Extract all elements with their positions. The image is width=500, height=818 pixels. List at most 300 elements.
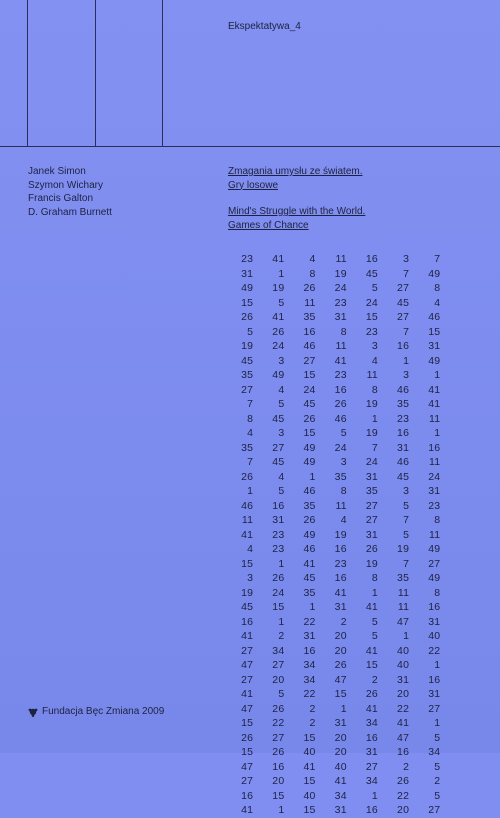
number-cell: 24 — [272, 340, 285, 352]
number-cell: 1 — [371, 789, 378, 802]
number-cell: 27 — [428, 804, 441, 816]
number-cell: 27 — [303, 354, 316, 367]
number-cell: 15 — [303, 427, 316, 439]
number-row — [222, 716, 440, 731]
number-row — [222, 542, 440, 557]
number-cell: 20 — [334, 746, 347, 758]
number-cell: 5 — [434, 731, 441, 744]
number-cell: 31 — [397, 441, 410, 454]
number-cell: 3 — [340, 456, 347, 468]
number-cell: 46 — [397, 383, 410, 396]
number-cell: 16 — [241, 789, 254, 802]
number-cell: 24 — [303, 383, 316, 396]
number-cell: 35 — [397, 572, 410, 584]
number-cell: 1 — [278, 804, 285, 816]
title-english-line: Games of Chance — [228, 219, 309, 231]
number-cell: 35 — [241, 441, 254, 454]
number-cell: 20 — [334, 644, 347, 657]
number-cell: 8 — [434, 282, 441, 294]
number-cell: 41 — [334, 354, 347, 367]
number-cell: 4 — [434, 296, 441, 309]
number-cell: 11 — [429, 456, 441, 468]
number-cell: 46 — [303, 485, 316, 497]
number-cell: 5 — [278, 485, 285, 497]
number-cell: 31 — [272, 514, 285, 526]
number-cell: 41 — [428, 383, 441, 396]
number-cell: 4 — [247, 427, 254, 439]
number-row — [222, 397, 440, 412]
number-cell: 45 — [272, 456, 285, 468]
number-cell: 16 — [334, 383, 347, 396]
number-cell: 47 — [241, 659, 254, 671]
number-cell: 41 — [272, 253, 285, 265]
number-cell: 15 — [241, 557, 254, 570]
number-cell: 7 — [247, 398, 254, 410]
number-cell: 35 — [241, 369, 254, 381]
publisher-line — [28, 706, 164, 717]
number-row — [222, 325, 440, 340]
number-cell: 31 — [397, 673, 410, 686]
number-cell: 31 — [365, 528, 378, 541]
number-row — [222, 557, 440, 572]
number-row — [222, 658, 440, 673]
number-cell: 26 — [272, 746, 285, 758]
number-cell: 23 — [365, 325, 378, 338]
number-cell: 15 — [365, 311, 378, 323]
number-cell: 47 — [397, 731, 410, 744]
number-cell: 1 — [371, 412, 378, 425]
number-row — [222, 383, 440, 398]
number-cell: 2 — [278, 630, 285, 642]
number-cell: 8 — [247, 412, 254, 425]
number-row — [222, 528, 440, 543]
number-cell: 26 — [241, 311, 254, 323]
number-cell: 31 — [334, 717, 347, 729]
number-cell: 31 — [334, 601, 347, 613]
number-cell: 15 — [303, 775, 316, 787]
number-cell: 19 — [241, 586, 254, 599]
number-row — [222, 470, 440, 485]
number-cell: 5 — [371, 615, 378, 628]
number-cell: 40 — [303, 789, 316, 802]
number-cell: 7 — [403, 325, 410, 338]
number-cell: 40 — [303, 746, 316, 758]
number-cell: 45 — [241, 354, 254, 367]
number-cell: 20 — [397, 804, 410, 816]
number-cell: 20 — [334, 731, 347, 744]
number-cell: 16 — [365, 253, 378, 265]
number-row — [222, 426, 440, 441]
number-cell: 22 — [303, 688, 316, 700]
number-cell: 19 — [272, 282, 285, 294]
number-cell: 49 — [303, 441, 316, 454]
number-cell: 49 — [428, 572, 441, 584]
number-cell: 19 — [365, 557, 378, 570]
number-cell: 22 — [397, 789, 410, 802]
number-cell: 31 — [428, 615, 441, 628]
number-row — [222, 499, 440, 514]
number-cell: 41 — [365, 644, 378, 657]
number-cell: 16 — [397, 746, 410, 758]
number-cell: 7 — [403, 514, 410, 526]
number-cell: 1 — [278, 615, 285, 628]
number-cell: 20 — [272, 775, 285, 787]
number-cell: 24 — [365, 456, 378, 468]
number-cell: 16 — [241, 615, 254, 628]
number-cell: 5 — [434, 760, 441, 773]
number-cell: 27 — [241, 644, 254, 657]
number-cell: 1 — [434, 659, 441, 671]
number-cell: 22 — [303, 615, 316, 628]
number-cell: 31 — [428, 340, 441, 352]
number-row — [222, 731, 440, 746]
number-row — [222, 673, 440, 688]
number-cell: 34 — [365, 775, 378, 787]
number-cell: 27 — [272, 731, 285, 744]
series-label: Ekspektatywa_4 — [228, 21, 301, 32]
number-cell: 27 — [365, 499, 378, 512]
number-cell: 35 — [303, 586, 316, 599]
number-cell: 5 — [278, 398, 285, 410]
number-cell: 8 — [434, 514, 441, 526]
publisher-text: Fundacja Bęc Zmiana 2009 — [42, 706, 165, 717]
number-cell: 41 — [334, 586, 347, 599]
number-cell: 11 — [397, 586, 410, 599]
number-cell: 40 — [334, 760, 347, 773]
number-cell: 11 — [366, 369, 378, 381]
number-cell: 26 — [303, 514, 316, 526]
number-cell: 31 — [334, 311, 347, 323]
number-cell: 7 — [434, 253, 441, 265]
number-cell: 19 — [334, 528, 347, 541]
number-cell: 4 — [309, 253, 316, 265]
number-cell: 45 — [303, 572, 316, 584]
number-cell: 34 — [303, 659, 316, 671]
number-cell: 45 — [303, 398, 316, 410]
number-cell: 41 — [241, 528, 254, 541]
number-cell: 11 — [397, 601, 410, 613]
number-cell: 15 — [303, 804, 316, 816]
number-row — [222, 803, 440, 818]
number-cell: 41 — [428, 398, 441, 410]
author-name: D. Graham Burnett — [28, 206, 112, 218]
number-cell: 23 — [397, 412, 410, 425]
number-cell: 1 — [278, 557, 285, 570]
number-row — [222, 644, 440, 659]
number-cell: 19 — [241, 340, 254, 352]
number-row — [222, 789, 440, 804]
number-cell: 11 — [335, 499, 347, 512]
divider-line — [162, 0, 163, 147]
number-cell: 35 — [397, 398, 410, 410]
number-cell: 1 — [403, 354, 410, 367]
number-cell: 7 — [247, 456, 254, 468]
number-cell: 16 — [272, 760, 285, 773]
number-cell: 5 — [434, 789, 441, 802]
number-cell: 16 — [428, 673, 441, 686]
number-cell: 11 — [335, 340, 347, 352]
number-cell: 3 — [278, 354, 285, 367]
number-cell: 23 — [272, 543, 285, 555]
number-cell: 46 — [241, 499, 254, 512]
divider-line — [27, 0, 28, 147]
number-row — [222, 281, 440, 296]
author-name: Janek Simon — [28, 166, 86, 177]
number-cell: 41 — [241, 630, 254, 642]
number-cell: 31 — [365, 746, 378, 758]
number-cell: 26 — [303, 412, 316, 425]
number-cell: 27 — [428, 702, 441, 715]
number-cell: 2 — [403, 760, 410, 773]
number-cell: 19 — [334, 267, 347, 280]
author-name: Szymon Wichary — [28, 179, 104, 191]
number-cell: 45 — [272, 412, 285, 425]
number-cell: 5 — [278, 296, 285, 309]
number-row — [222, 702, 440, 717]
number-cell: 1 — [434, 369, 441, 381]
number-cell: 22 — [428, 644, 441, 657]
number-cell: 4 — [247, 543, 254, 555]
number-cell: 31 — [334, 804, 347, 816]
number-row — [222, 484, 440, 499]
number-cell: 23 — [272, 528, 285, 541]
number-cell: 20 — [272, 673, 285, 686]
number-cell: 20 — [334, 630, 347, 642]
number-cell: 5 — [403, 499, 410, 512]
number-cell: 11 — [304, 296, 316, 309]
number-cell: 27 — [365, 760, 378, 773]
number-cell: 26 — [334, 659, 347, 671]
number-cell: 16 — [334, 572, 347, 584]
number-cell: 3 — [403, 369, 410, 381]
number-cell: 22 — [397, 702, 410, 715]
number-cell: 1 — [247, 485, 254, 497]
number-cell: 7 — [403, 557, 410, 570]
number-cell: 45 — [365, 267, 378, 280]
number-cell: 2 — [309, 702, 316, 715]
number-cell: 35 — [365, 485, 378, 497]
number-cell: 41 — [241, 804, 254, 816]
number-cell: 16 — [272, 499, 285, 512]
number-cell: 4 — [340, 514, 347, 526]
number-cell: 26 — [365, 543, 378, 555]
number-cell: 1 — [309, 601, 316, 613]
book-title — [228, 165, 365, 232]
number-cell: 11 — [241, 514, 254, 526]
number-cell: 49 — [303, 456, 316, 468]
number-row — [222, 513, 440, 528]
number-cell: 8 — [340, 485, 347, 497]
number-cell: 26 — [334, 398, 347, 410]
number-cell: 2 — [371, 673, 378, 686]
number-cell: 22 — [272, 717, 285, 729]
number-cell: 23 — [428, 499, 441, 512]
number-cell: 24 — [272, 586, 285, 599]
number-cell: 46 — [303, 340, 316, 352]
number-row — [222, 412, 440, 427]
number-cell: 45 — [241, 601, 254, 613]
number-cell: 16 — [428, 601, 441, 613]
number-cell: 11 — [335, 253, 347, 265]
number-cell: 26 — [241, 470, 254, 483]
number-row — [222, 571, 440, 586]
number-cell: 5 — [371, 630, 378, 642]
number-cell: 41 — [397, 717, 410, 729]
number-row — [222, 310, 440, 325]
number-cell: 8 — [371, 383, 378, 396]
number-row — [222, 455, 440, 470]
number-cell: 11 — [429, 412, 441, 425]
number-cell: 19 — [397, 543, 410, 555]
number-cell: 15 — [241, 717, 254, 729]
number-row — [222, 629, 440, 644]
number-cell: 1 — [434, 717, 441, 729]
number-cell: 24 — [365, 296, 378, 309]
number-row — [222, 368, 440, 383]
number-row — [222, 615, 440, 630]
title-polish-line: Zmagania umysłu ze światem. — [228, 166, 363, 177]
number-cell: 46 — [397, 456, 410, 468]
number-cell: 26 — [272, 702, 285, 715]
number-cell: 8 — [434, 586, 441, 599]
number-row — [222, 600, 440, 615]
title-polish-line: Gry losowe — [228, 179, 279, 191]
number-cell: 49 — [303, 528, 316, 541]
number-cell: 16 — [365, 731, 378, 744]
number-cell: 1 — [403, 630, 410, 642]
number-cell: 31 — [428, 485, 441, 497]
number-cell: 3 — [247, 572, 254, 584]
number-cell: 5 — [278, 688, 285, 700]
number-cell: 5 — [403, 528, 410, 541]
number-cell: 27 — [272, 659, 285, 671]
number-cell: 41 — [365, 601, 378, 613]
number-cell: 16 — [397, 340, 410, 352]
number-cell: 3 — [403, 253, 410, 265]
divider-line — [95, 0, 96, 147]
number-cell: 26 — [272, 325, 285, 338]
number-cell: 16 — [397, 427, 410, 439]
number-cell: 31 — [365, 470, 378, 483]
number-cell: 45 — [397, 296, 410, 309]
number-cell: 19 — [365, 398, 378, 410]
divider-line — [0, 146, 500, 147]
number-cell: 27 — [365, 514, 378, 526]
number-row — [222, 586, 440, 601]
number-cell: 15 — [303, 731, 316, 744]
number-cell: 4 — [371, 354, 378, 367]
number-cell: 8 — [340, 325, 347, 338]
number-cell: 34 — [303, 673, 316, 686]
number-cell: 26 — [241, 731, 254, 744]
number-cell: 47 — [241, 760, 254, 773]
author-list — [28, 165, 112, 219]
number-cell: 41 — [303, 557, 316, 570]
number-cell: 16 — [303, 325, 316, 338]
number-row — [222, 296, 440, 311]
number-cell: 35 — [303, 311, 316, 323]
number-grid — [222, 252, 440, 818]
number-row — [222, 774, 440, 789]
number-cell: 5 — [247, 325, 254, 338]
number-cell: 31 — [303, 630, 316, 642]
number-cell: 16 — [334, 543, 347, 555]
number-cell: 27 — [397, 282, 410, 294]
number-cell: 16 — [303, 644, 316, 657]
number-cell: 15 — [272, 601, 285, 613]
number-row — [222, 252, 440, 267]
number-cell: 41 — [241, 688, 254, 700]
number-cell: 24 — [334, 441, 347, 454]
number-row — [222, 354, 440, 369]
number-cell: 1 — [434, 427, 441, 439]
number-cell: 46 — [428, 311, 441, 323]
number-cell: 24 — [334, 282, 347, 294]
number-cell: 16 — [365, 804, 378, 816]
number-row — [222, 339, 440, 354]
number-cell: 15 — [334, 688, 347, 700]
number-cell: 2 — [340, 615, 347, 628]
number-cell: 46 — [334, 412, 347, 425]
number-row — [222, 267, 440, 282]
number-cell: 23 — [334, 369, 347, 381]
number-cell: 47 — [334, 673, 347, 686]
number-cell: 35 — [303, 499, 316, 512]
number-cell: 7 — [371, 441, 378, 454]
number-cell: 35 — [334, 470, 347, 483]
number-cell: 23 — [334, 296, 347, 309]
number-row — [222, 441, 440, 456]
number-cell: 1 — [340, 702, 347, 715]
number-cell: 34 — [428, 746, 441, 758]
number-cell: 27 — [428, 557, 441, 570]
number-cell: 41 — [272, 311, 285, 323]
number-row — [222, 745, 440, 760]
number-cell: 15 — [241, 746, 254, 758]
number-cell: 5 — [340, 427, 347, 439]
number-cell: 34 — [272, 644, 285, 657]
number-cell: 1 — [309, 470, 316, 483]
number-cell: 8 — [309, 267, 316, 280]
author-name: Francis Galton — [28, 193, 94, 204]
number-cell: 15 — [303, 369, 316, 381]
number-cell: 5 — [371, 282, 378, 294]
number-cell: 1 — [278, 267, 285, 280]
number-cell: 49 — [428, 267, 441, 280]
number-cell: 47 — [241, 702, 254, 715]
number-cell: 16 — [428, 441, 441, 454]
number-cell: 27 — [241, 775, 254, 787]
number-cell: 3 — [403, 485, 410, 497]
number-cell: 4 — [278, 470, 285, 483]
number-cell: 27 — [241, 673, 254, 686]
number-cell: 40 — [397, 659, 410, 671]
number-cell: 2 — [309, 717, 316, 729]
number-row — [222, 687, 440, 702]
number-cell: 3 — [278, 427, 285, 439]
number-cell: 34 — [365, 717, 378, 729]
number-cell: 15 — [272, 789, 285, 802]
number-cell: 23 — [241, 253, 254, 265]
number-cell: 26 — [365, 688, 378, 700]
number-cell: 46 — [303, 543, 316, 555]
number-cell: 3 — [371, 340, 378, 352]
number-cell: 27 — [241, 383, 254, 396]
number-cell: 11 — [429, 528, 441, 541]
number-cell: 15 — [428, 325, 441, 338]
number-cell: 45 — [397, 470, 410, 483]
number-cell: 24 — [428, 470, 441, 483]
